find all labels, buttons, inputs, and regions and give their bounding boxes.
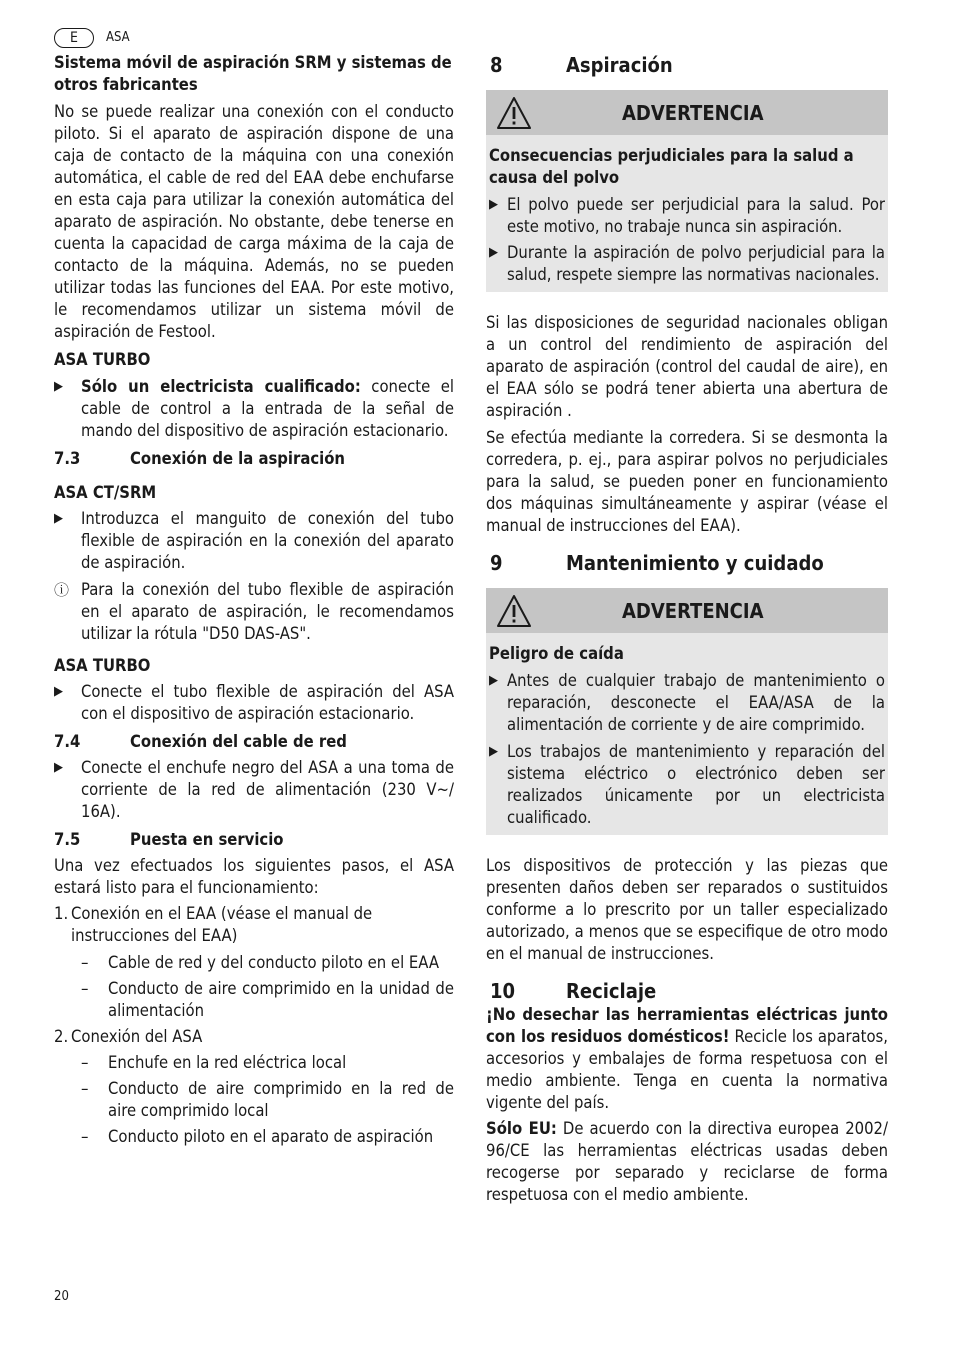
warning-item bbox=[489, 242, 885, 286]
warning-item-text: Durante la aspiración de polvo perjudicial para la salud, respete siempre las normativas nacionales. bbox=[507, 243, 885, 284]
section-number: 9 bbox=[490, 551, 503, 575]
section-title: Conexión del cable de red bbox=[130, 732, 347, 751]
document-code: ASA bbox=[106, 30, 130, 45]
srm-heading: Sistema móvil de aspiración SRM y sistemas de otros fabricantes bbox=[54, 53, 452, 94]
step-item-text: Conducto de aire comprimido en la red de aire comprimido local bbox=[108, 1079, 454, 1120]
step-number: 1. bbox=[54, 904, 69, 923]
step-item-text: Conducto de aire comprimido en la unidad de alimentación bbox=[108, 979, 454, 1020]
eu-paragraph bbox=[486, 1118, 888, 1206]
step-item-text: Conducto piloto en el aparato de aspiración bbox=[108, 1127, 434, 1146]
ctsrm-bullet bbox=[54, 508, 454, 574]
step-1 bbox=[54, 903, 454, 947]
section-9-heading bbox=[486, 550, 888, 576]
warning-title: ADVERTENCIA bbox=[622, 598, 764, 623]
section-number: 10 bbox=[490, 979, 516, 1003]
step-1-item: – Cable de red y del conducto piloto en el EAA bbox=[54, 952, 454, 974]
warning-item bbox=[489, 670, 885, 736]
right-column bbox=[486, 52, 888, 1206]
turbo-heading-2: ASA TURBO bbox=[54, 656, 151, 675]
section-title: Aspiración bbox=[566, 53, 673, 77]
warning-body bbox=[486, 135, 888, 292]
language-badge: E bbox=[54, 28, 94, 48]
warning-header bbox=[486, 588, 888, 633]
step-1-item: – Conducto de aire comprimido en la unidad de alimentación bbox=[81, 979, 454, 1020]
warning-triangle-icon bbox=[496, 96, 532, 130]
bullet-triangle-icon: ▶ bbox=[489, 197, 498, 212]
bullet-triangle-icon: ▶ bbox=[54, 511, 63, 526]
power-cable-text: Conecte el enchufe negro del ASA a una toma de corriente de la red de alimentación (230 V~/ 16A). bbox=[81, 758, 454, 821]
bullet-triangle-icon: ▶ bbox=[54, 379, 63, 394]
ctsrm-info bbox=[54, 579, 454, 645]
section-7-5-heading bbox=[54, 829, 454, 851]
section-number: 7.4 bbox=[54, 732, 81, 751]
step-2-item: – Conducto piloto en el aparato de aspiración bbox=[54, 1126, 454, 1148]
step-item-text: Cable de red y del conducto piloto en el EAA bbox=[108, 953, 440, 972]
warning-subtitle: Consecuencias perjudiciales para la salud a causa del polvo bbox=[489, 146, 854, 187]
section-number: 7.5 bbox=[54, 830, 81, 849]
warning-triangle-icon bbox=[496, 594, 532, 628]
suction-paragraph-2: Se efectúa mediante la corredera. Si se desmonta la corredera, p. ej., para aspirar polvos no perjudiciales para la salud, se pueden poner en funcionamiento dos máquinas simultáneamente y aspirar (véase el manual de instrucciones del EAA). bbox=[486, 428, 888, 535]
electrician-note: Sólo un electricista cualificado: bbox=[81, 377, 361, 396]
turbo-hose-text: Conecte el tubo flexible de aspiración del ASA con el dispositivo de aspiración estacionario. bbox=[81, 682, 454, 723]
warning-box-fall bbox=[486, 588, 888, 835]
info-icon: ⓘ bbox=[54, 581, 70, 599]
page-number: 20 bbox=[54, 1289, 69, 1304]
warning-header bbox=[486, 90, 888, 135]
power-cable-bullet bbox=[54, 757, 454, 823]
ctsrm-bullet-text: Introduzca el manguito de conexión del tubo flexible de aspiración en la conexión del aparato de aspiración. bbox=[81, 509, 454, 572]
bullet-triangle-icon: ▶ bbox=[489, 245, 498, 260]
warning-body bbox=[486, 633, 888, 835]
section-number: 7.3 bbox=[54, 449, 81, 468]
section-7-4-heading bbox=[54, 731, 454, 753]
warning-item bbox=[489, 194, 885, 238]
step-2 bbox=[54, 1026, 454, 1048]
warning-box-dust bbox=[486, 90, 888, 292]
warning-subtitle: Peligro de caída bbox=[489, 644, 624, 663]
section-title: Conexión de la aspiración bbox=[130, 449, 345, 468]
section-number: 8 bbox=[490, 53, 503, 77]
section-title: Mantenimiento y cuidado bbox=[566, 551, 824, 575]
bullet-triangle-icon: ▶ bbox=[54, 684, 63, 699]
step-2-item: – Conducto de aire comprimido en la red de aire comprimido local bbox=[81, 1079, 454, 1120]
maintenance-paragraph: Los dispositivos de protección y las piezas que presenten daños deben ser reparados o sustituidos conforme a lo prescrito por un taller especializado autorizado, a menos que se especifique de otro modo en el manual de instrucciones. bbox=[486, 856, 888, 963]
section-8-heading bbox=[486, 52, 888, 78]
section-7-3-heading bbox=[54, 448, 454, 470]
step-2-item: – Enchufe en la red eléctrica local bbox=[54, 1052, 454, 1074]
warning-title: ADVERTENCIA bbox=[622, 100, 764, 125]
warning-item-text: Antes de cualquier trabajo de mantenimiento o reparación, desconecte el EAA/ASA de la alimentación de corriente y de aire comprimido. bbox=[507, 671, 885, 734]
eu-label: Sólo EU: bbox=[486, 1119, 557, 1138]
section-10-heading bbox=[486, 978, 888, 1004]
step-text: Conexión del ASA bbox=[71, 1027, 203, 1046]
suction-paragraph-1: Si las disposiciones de seguridad nacionales obligan a un control del rendimiento de aspiración del aparato de aspiración (control del caudal de aire), en el EAA sólo se podrá tener abierta una abertura de aspiración . bbox=[486, 313, 888, 420]
ctsrm-info-text: Para la conexión del tubo flexible de aspiración en el aparato de aspiración, le recomendamos utilizar la rótula "D50 DAS-AS". bbox=[81, 580, 454, 643]
bullet-triangle-icon: ▶ bbox=[489, 673, 498, 688]
page-header bbox=[54, 26, 130, 50]
step-text: Conexión en el EAA (véase el manual de instrucciones del EAA) bbox=[71, 904, 373, 945]
recycling-warning: ¡No desechar las herramientas eléctricas junto con los residuos domésticos! bbox=[486, 1005, 888, 1046]
ctsrm-heading: ASA CT/SRM bbox=[54, 483, 157, 502]
section-title: Reciclaje bbox=[566, 979, 657, 1003]
recycling-paragraph bbox=[486, 1004, 888, 1114]
step-number: 2. bbox=[54, 1027, 69, 1046]
turbo-control-text: conecte el cable de control a la entrada de la señal de mando del dispositivo de aspiración estacionario. bbox=[81, 377, 454, 440]
warning-item-text: El polvo puede ser perjudicial para la salud. Por este motivo, no trabaje nunca sin aspiración. bbox=[507, 195, 885, 236]
left-column bbox=[54, 52, 454, 1148]
srm-text: No se puede realizar una conexión con el conducto piloto. Si el aparato de aspiración dispone de una caja de contacto de la máquina con una conexión automática, el cable de red del EAA debe enchufarse en esta caja para utilizar la conexión automática del aparato de aspiración. No obstante, debe tenerse en cuenta la capacidad de carga máxima de la caja de contacto de la máquina. Además, no se pueden utilizar todas las funciones del EAA. Por este motivo, le recomendamos utilizar un sistema móvil de aspiración de Festool. bbox=[54, 102, 454, 341]
section-title: Puesta en servicio bbox=[130, 830, 284, 849]
turbo-hose-bullet bbox=[54, 681, 454, 725]
turbo-control-bullet bbox=[54, 376, 454, 442]
warning-item-text: Los trabajos de mantenimiento y reparación del sistema eléctrico o electrónico deben ser realizados únicamente por un electricista cualificado. bbox=[507, 742, 885, 827]
bullet-triangle-icon: ▶ bbox=[54, 760, 63, 775]
step-item-text: Enchufe en la red eléctrica local bbox=[108, 1053, 347, 1072]
warning-item bbox=[489, 741, 885, 829]
turbo-heading: ASA TURBO bbox=[54, 350, 151, 369]
startup-intro: Una vez efectuados los siguientes pasos, el ASA estará listo para el funcionamiento: bbox=[54, 856, 454, 897]
recycling-text: Recicle los aparatos, accesorios y embalajes de forma respetuosa con el medio ambiente. Tenga en cuenta la normativa vigente del país. bbox=[486, 1027, 888, 1112]
bullet-triangle-icon: ▶ bbox=[489, 744, 498, 759]
eu-text: De acuerdo con la directiva europea 2002/ 96/CE las herramientas eléctricas usadas deben recogerse por separado y reciclarse de forma respetuosa con el medio ambiente. bbox=[486, 1119, 888, 1204]
